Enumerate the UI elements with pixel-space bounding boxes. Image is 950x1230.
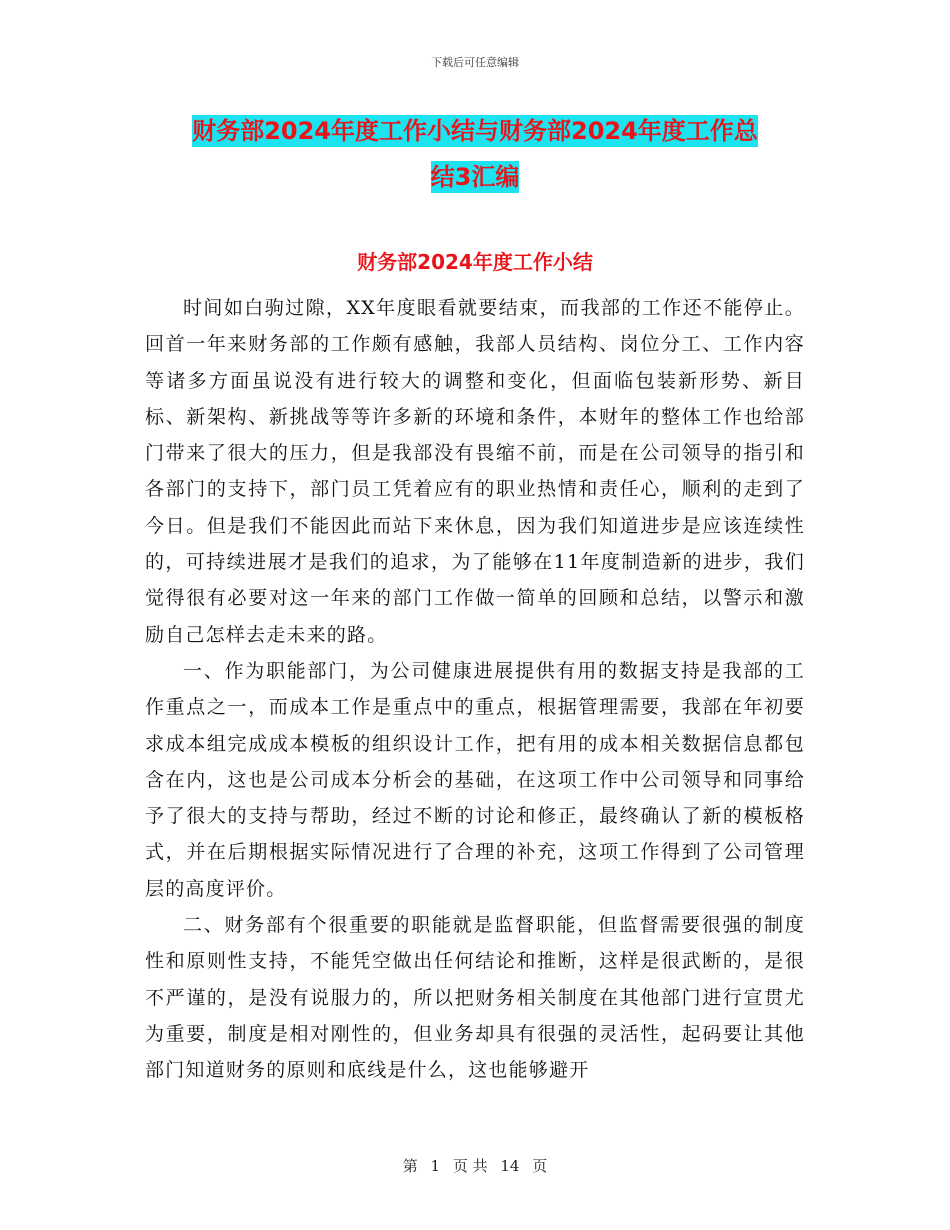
document-title (145, 108, 805, 200)
paragraph: 时间如白驹过隙，XX年度眼看就要结束，而我部的工作还不能停止。回首一年来财务部的工作颇有感触，我部人员结构、岗位分工、工作内容等诸多方面虽说没有进行较大的调整和变化，但面临包装新形势、新目标、新架构、新挑战等等许多新的环境和条件，本财年的整体工作也给部门带来了很大的压力，但是我部没有畏缩不前，而是在公司领导的指引和各部门的支持下，部门员工凭着应有的职业热情和责任心，顺利的走到了今日。但是我们不能因此而站下来休息，因为我们知道进步是应该连续性的，可持续进展才是我们的追求，为了能够在11年度制造新的进步，我们觉得很有必要对这一年来的部门工作做一简单的回顾和总结，以警示和激励自己怎样去走未来的路。 (145, 297, 805, 646)
header-note: 下载后可任意编辑 (431, 56, 519, 69)
footer-suffix: 页 (532, 1157, 548, 1175)
footer-prefix: 第 (402, 1157, 418, 1175)
paragraph: 一、作为职能部门，为公司健康进展提供有用的数据支持是我部的工作重点之一，而成本工作是重点中的重点，根据管理需要，我部在年初要求成本组完成成本模板的组织设计工作，把有用的成本相关数据信息都包含在内，这也是公司成本分析会的基础，在这项工作中公司领导和同事给予了很大的支持与帮助，经过不断的讨论和修正，最终确认了新的模板格式，并在后期根据实际情况进行了合理的补充，这项工作得到了公司管理层的高度评价。 (145, 659, 805, 900)
document-title-line2: 结3汇编 (430, 163, 520, 191)
footer-mid: 页 共 (452, 1157, 488, 1175)
document-title-line1: 财务部2024年度工作小结与财务部2024年度工作总 (192, 117, 758, 145)
page-footer (0, 1155, 950, 1176)
paragraph: 二、财务部有个很重要的职能就是监督职能，但监督需要很强的制度性和原则性支持，不能凭空做出任何结论和推断，这样是很武断的，是很不严谨的，是没有说服力的，所以把财务相关制度在其他部门进行宣贯尤为重要，制度是相对刚性的，但业务却具有很强的灵活性，起码要让其他部门知道财务的原则和底线是什么，这也能够避开 (145, 914, 805, 1082)
footer-page-number: 1 (430, 1157, 441, 1175)
section-title: 财务部2024年度工作小结 (357, 250, 593, 274)
body-text (145, 290, 805, 1089)
footer-total-pages: 14 (500, 1157, 520, 1175)
